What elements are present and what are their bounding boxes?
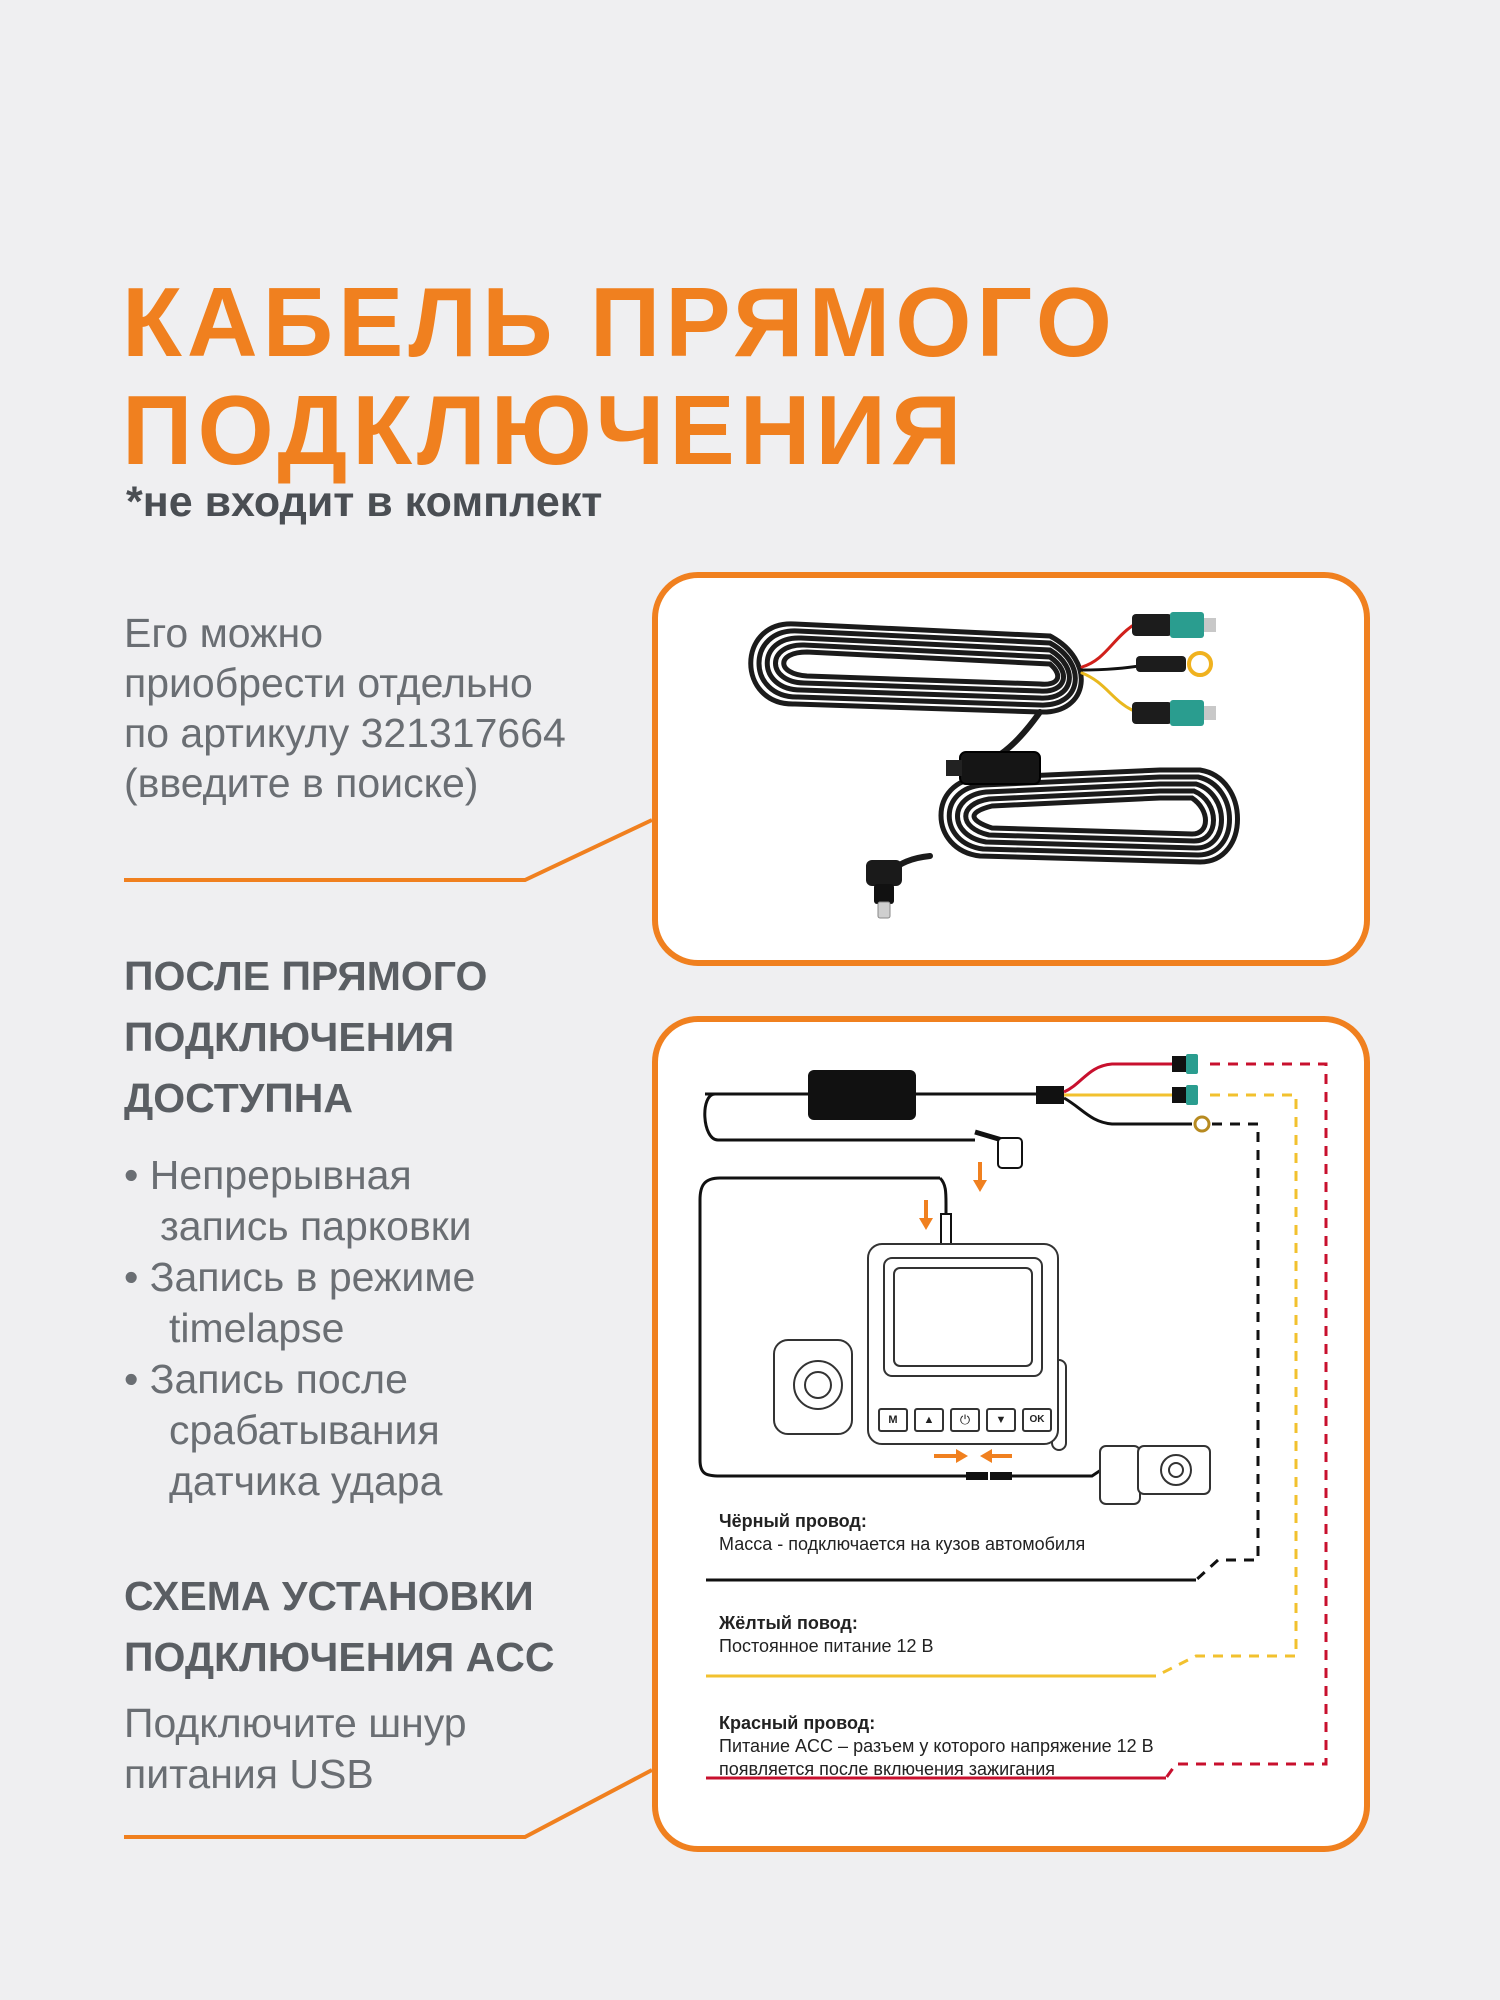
- callout-line: [124, 1770, 652, 1837]
- fuse-icon: [1172, 1054, 1198, 1074]
- acc-line: питания USB: [124, 1751, 374, 1797]
- note-line: приобрести отдельно: [124, 660, 533, 706]
- menu-button: M: [878, 1408, 908, 1432]
- red-wire-desc-1: Питание ACC – разъем у которого напряжение 12 В: [719, 1736, 1154, 1756]
- heading-line: ДОСТУПНА: [124, 1075, 353, 1121]
- feature-line: • Запись после: [124, 1356, 408, 1402]
- dashcam-buttons: [878, 1408, 1052, 1432]
- ok-button: OK: [1022, 1408, 1052, 1432]
- feature-line: срабатывания: [169, 1407, 440, 1453]
- fuse-icon: [1132, 700, 1216, 726]
- rear-camera-icon: [1100, 1446, 1210, 1504]
- red-wire-title: Красный провод:: [719, 1713, 876, 1733]
- fuse-icon: [1172, 1085, 1198, 1105]
- note-line: Его можно: [124, 610, 323, 656]
- title-line-1: КАБЕЛЬ ПРЯМОГО: [122, 267, 1117, 377]
- down-button: ▼: [986, 1408, 1016, 1432]
- black-wire-label: [719, 1510, 1085, 1556]
- red-wire-desc-2: появляется после включения зажигания: [719, 1759, 1056, 1779]
- black-wire-desc: Масса - подключается на кузов автомобиля: [719, 1534, 1086, 1554]
- black-wire-title: Чёрный провод:: [719, 1511, 867, 1531]
- up-button: ▲: [914, 1408, 944, 1432]
- note-line: по артикулу 321317664: [124, 710, 566, 756]
- fuse-icon: [1132, 612, 1216, 638]
- not-included-note: *не входит в комплект: [126, 478, 603, 526]
- heading-line: ПОСЛЕ ПРЯМОГО: [124, 953, 488, 999]
- yellow-wire-desc: Постоянное питание 12 В: [719, 1636, 934, 1656]
- feature-line: запись парковки: [160, 1203, 472, 1249]
- feature-line: • Непрерывная: [124, 1152, 412, 1198]
- feature-line: timelapse: [169, 1305, 345, 1351]
- yellow-wire-label: [719, 1612, 934, 1658]
- heading-line: СХЕМА УСТАНОВКИ: [124, 1573, 534, 1619]
- callout-line: [124, 820, 652, 880]
- heading-line: ПОДКЛЮЧЕНИЯ: [124, 1014, 455, 1060]
- heading-line: ПОДКЛЮЧЕНИЯ ACC: [124, 1634, 555, 1680]
- note-line: (введите в поиске): [124, 760, 479, 806]
- feature-line: • Запись в режиме: [124, 1254, 476, 1300]
- acc-line: Подключите шнур: [124, 1700, 467, 1746]
- feature-line: датчика удара: [169, 1458, 443, 1504]
- yellow-wire-title: Жёлтый повод:: [719, 1613, 858, 1633]
- ring-terminal-icon: [1195, 1117, 1209, 1131]
- title-line-2: ПОДКЛЮЧЕНИЯ: [122, 375, 967, 485]
- cable-photo: [751, 612, 1238, 918]
- red-wire-label: [719, 1712, 1154, 1781]
- power-button: ⏻: [950, 1408, 980, 1432]
